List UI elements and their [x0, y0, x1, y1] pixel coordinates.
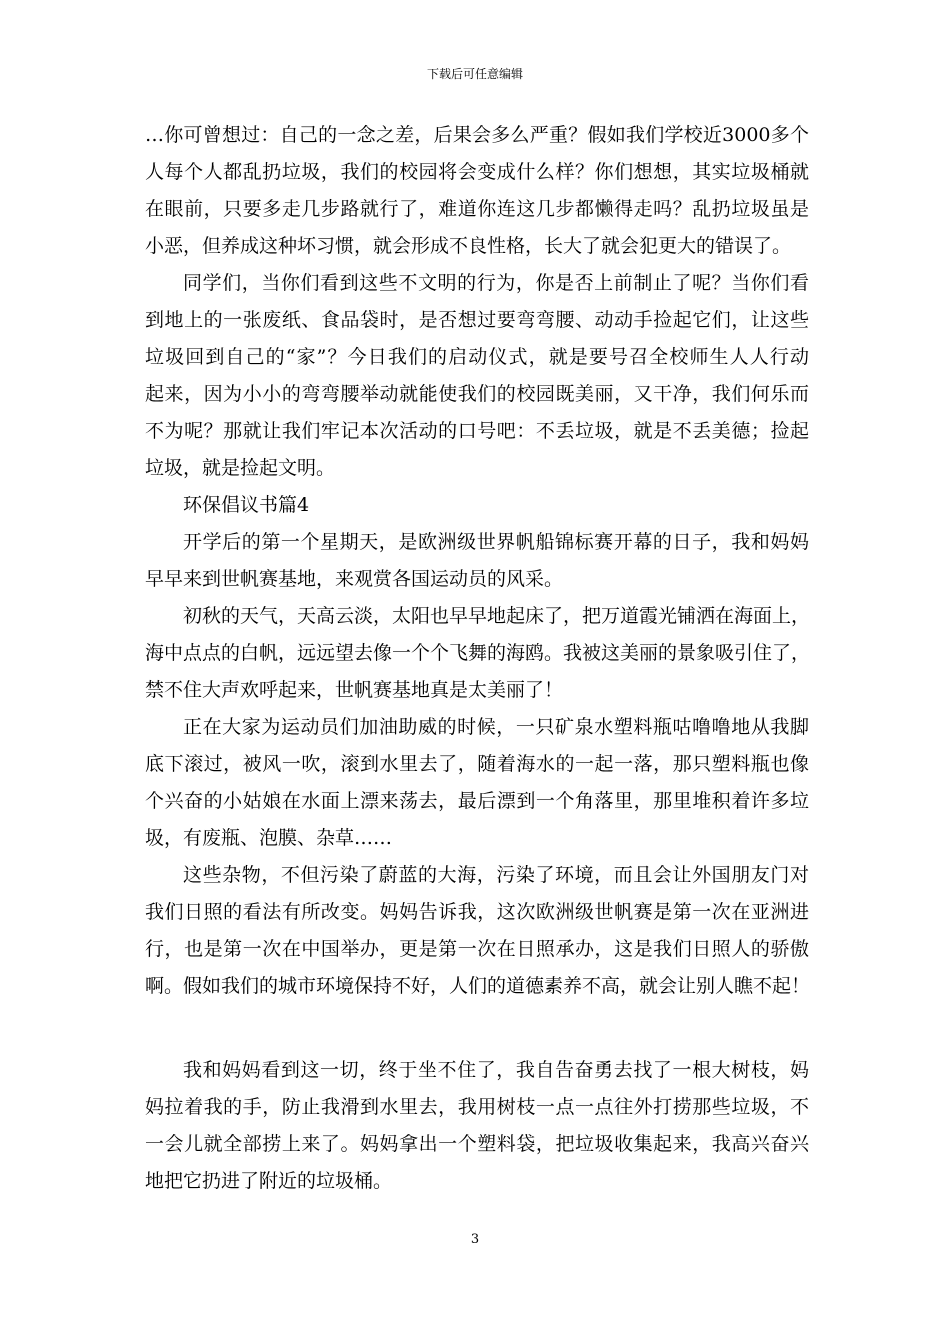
blank-line [145, 1005, 809, 1052]
text-line: 在眼前，只要多走几步路就行了，难道你连这几步都懒得走吗？乱扔垃圾虽是 [145, 198, 809, 220]
text-line: 一会儿就全部捞上来了。妈妈拿出一个塑料袋，把垃圾收集起来，我高兴奋兴 [145, 1133, 809, 1155]
text-line: 不为呢？那就让我们牢记本次活动的口号吧：不丢垃圾，就是不丢美德；捡起 [145, 420, 809, 442]
text-line: 早早来到世帆赛基地，来观赏各国运动员的风采。 [145, 568, 564, 590]
text-line: …你可曾想过：自己的一念之差，后果会多么严重？假如我们学校近3000多个 [145, 124, 809, 146]
text-line: 禁不住大声欢呼起来，世帆赛基地真是太美丽了！ [145, 679, 564, 701]
text-line: 这些杂物，不但污染了蔚蓝的大海，污染了环境，而且会让外国朋友门对 [183, 864, 809, 886]
paragraph [145, 598, 809, 709]
page-header: 下载后可任意编辑 [426, 67, 523, 81]
text-line: 啊。假如我们的城市环境保持不好，人们的道德素养不高，就会让别人瞧不起！ [145, 975, 811, 997]
paragraph [145, 117, 809, 265]
text-line: 正在大家为运动员们加油助威的时候，一只矿泉水塑料瓶咕噜噜地从我脚 [183, 716, 809, 738]
text-line: 圾，有废瓶、泡膜、杂草…… [145, 827, 393, 849]
text-line: 地把它扔进了附近的垃圾桶。 [145, 1170, 393, 1192]
text-line: 我们日照的看法有所改变。妈妈告诉我，这次欧洲级世帆赛是第一次在亚洲进 [145, 901, 809, 923]
paragraph [145, 1052, 809, 1200]
paragraph [145, 857, 809, 1005]
text-line: 起来，因为小小的弯弯腰举动就能使我们的校园既美丽，又干净，我们何乐而 [145, 383, 809, 405]
page-number: 3 [470, 1232, 480, 1247]
text-line: 小恶，但养成这种坏习惯，就会形成不良性格，长大了就会犯更大的错误了。 [145, 235, 792, 257]
text-line: 到地上的一张废纸、食品袋时，是否想过要弯弯腰、动动手捡起它们，让这些 [145, 309, 809, 331]
text-line: 初秋的天气，天高云淡，太阳也早早地起床了，把万道霞光铺洒在海面上， [183, 605, 811, 627]
text-line: 我和妈妈看到这一切，终于坐不住了，我自告奋勇去找了一根大树枝，妈 [183, 1059, 809, 1081]
text-line: 行，也是第一次在中国举办，更是第一次在日照承办，这是我们日照人的骄傲 [145, 938, 809, 960]
text-line: 个兴奋的小姑娘在水面上漂来荡去，最后漂到一个角落里，那里堆积着许多垃 [145, 790, 809, 812]
text-line: 同学们，当你们看到这些不文明的行为，你是否上前制止了呢？当你们看 [183, 272, 809, 294]
text-line: 开学后的第一个星期天，是欧洲级世界帆船锦标赛开幕的日子，我和妈妈 [183, 531, 809, 553]
section-heading [145, 487, 809, 524]
text-line: 海中点点的白帆，远远望去像一个个飞舞的海鸥。我被这美丽的景象吸引住了， [145, 642, 811, 664]
text-line: 妈拉着我的手，防止我滑到水里去，我用树枝一点一点往外打捞那些垃圾，不 [145, 1096, 809, 1118]
text-line: 底下滚过，被风一吹，滚到水里去了，随着海水的一起一落，那只塑料瓶也像 [145, 753, 809, 775]
paragraph [145, 524, 809, 598]
paragraph [145, 265, 809, 487]
text-line: 人每个人都乱扔垃圾，我们的校园将会变成什么样？你们想想，其实垃圾桶就 [145, 161, 809, 183]
text-line: 垃圾，就是捡起文明。 [145, 457, 336, 479]
document-body [145, 117, 809, 1200]
paragraph [145, 709, 809, 857]
text-line: 垃圾回到自己的“家”？今日我们的启动仪式，就是要号召全校师生人人行动 [145, 346, 809, 368]
heading-text: 环保倡议书篇4 [183, 494, 310, 516]
